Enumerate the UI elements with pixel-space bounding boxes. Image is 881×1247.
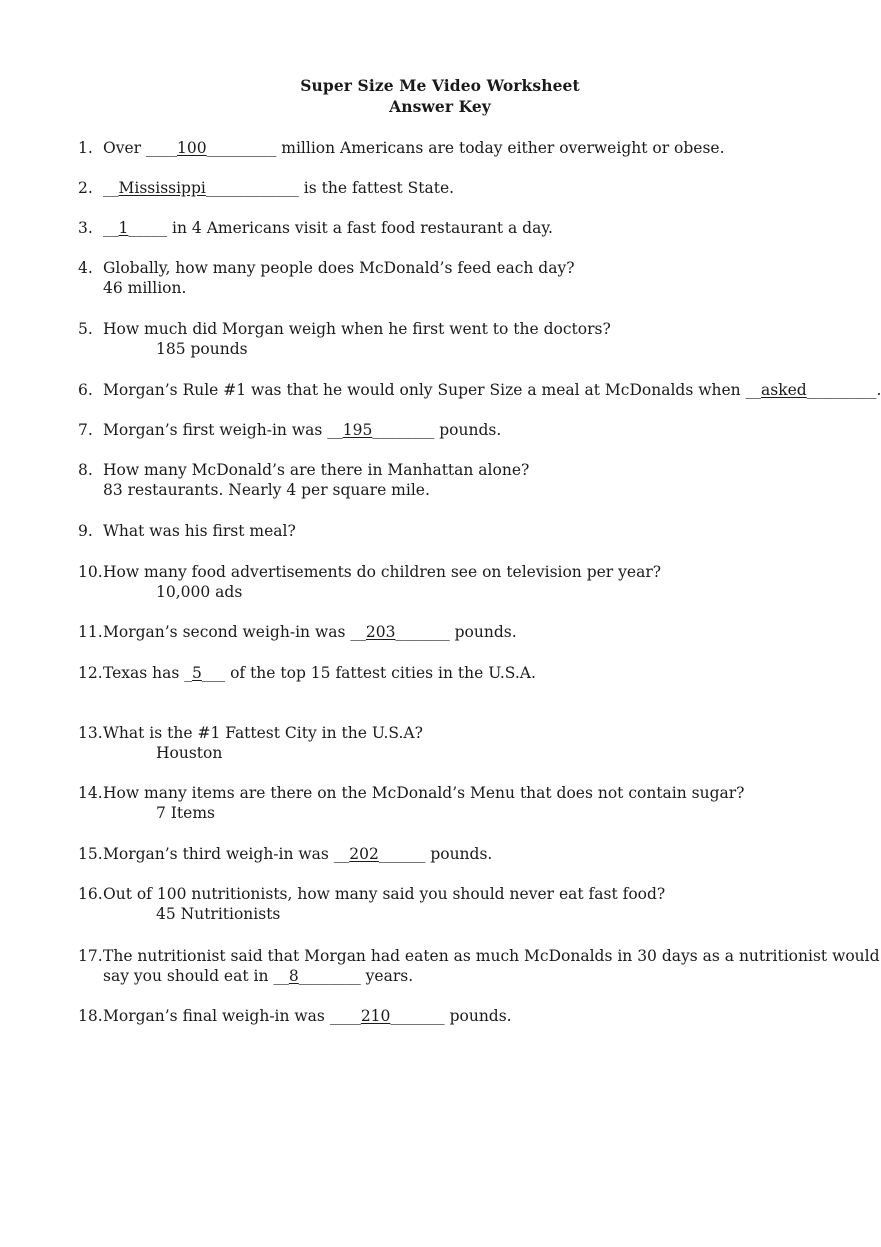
question-text: [103, 178, 454, 198]
question-text: [103, 663, 536, 683]
blank-line: ________: [298, 967, 361, 985]
blank-line: _____: [128, 219, 168, 237]
blank-line: ________: [372, 421, 435, 439]
question-text: What is the #1 Fattest City in the U.S.A?: [103, 724, 423, 742]
question-number: 10.: [78, 563, 103, 581]
question-text: [103, 844, 492, 864]
fill-in-answer: 100: [176, 139, 207, 157]
fill-in-answer: 5: [192, 664, 202, 682]
blank-line: __: [333, 845, 350, 863]
question-prefix: Morgan’s Rule #1 was that he would only Super Size a meal at McDonalds when: [103, 381, 746, 399]
question-suffix: pounds.: [444, 1007, 512, 1025]
blank-line: ____________: [205, 179, 299, 197]
question-text: How many McDonald’s are there in Manhattan alone?: [103, 461, 530, 479]
question-suffix: in 4 Americans visit a fast food restaurant a day.: [167, 219, 553, 237]
question-number: 8.: [78, 461, 93, 479]
question-suffix: is the fattest State.: [298, 179, 455, 197]
question-number: 9.: [78, 522, 93, 540]
blank-line: _______: [395, 623, 450, 641]
question-prefix: Over: [103, 139, 146, 157]
question-suffix: pounds.: [449, 623, 517, 641]
question-prefix: Texas has: [103, 664, 185, 682]
page-subtitle: Answer Key: [389, 97, 491, 116]
blank-line: __: [273, 967, 289, 985]
blank-line: ___: [201, 664, 226, 682]
question-text: The nutritionist said that Morgan had eaten as much McDonalds in 30 days as a nutritionist would: [103, 947, 880, 965]
question-prefix: say you should eat in: [103, 967, 274, 985]
blank-line: __: [350, 623, 366, 641]
question-number: 2.: [78, 179, 93, 197]
question-prefix: Morgan’s first weigh-in was: [103, 421, 328, 439]
question-number: 7.: [78, 421, 93, 439]
answer-text: Houston: [156, 744, 223, 762]
question-number: 16.: [78, 885, 103, 903]
question-number: 1.: [78, 139, 93, 157]
fill-in-answer: 1: [118, 219, 129, 237]
answer-text: 45 Nutritionists: [156, 905, 281, 923]
blank-line: ______: [378, 845, 426, 863]
blank-line: _________: [206, 139, 277, 157]
question-text: Out of 100 nutritionists, how many said you should never eat fast food?: [103, 885, 666, 903]
question-number: 6.: [78, 381, 93, 399]
fill-in-answer: 203: [365, 623, 396, 641]
question-text: How much did Morgan weigh when he first went to the doctors?: [103, 320, 611, 338]
question-text: How many food advertisements do children see on television per year?: [103, 563, 662, 581]
question-number: 11.: [78, 623, 103, 641]
question-text: [103, 138, 725, 158]
question-prefix: Morgan’s final weigh-in was: [103, 1007, 330, 1025]
fill-in-answer: 202: [349, 845, 379, 863]
fill-in-answer: Mississippi: [118, 179, 206, 197]
question-text: What was his first meal?: [103, 522, 296, 540]
question-text: [103, 420, 501, 440]
blank-line: __: [103, 219, 119, 237]
question-number: 4.: [78, 259, 93, 277]
question-text: [103, 218, 553, 238]
answer-text: 7 Items: [156, 804, 215, 822]
question-number: 13.: [78, 724, 103, 742]
blank-line: _______: [390, 1007, 445, 1025]
question-prefix: Morgan’s third weigh-in was: [103, 845, 334, 863]
question-text: [103, 622, 517, 642]
blank-line: ____: [329, 1007, 361, 1025]
fill-in-answer: asked: [761, 381, 807, 399]
question-suffix: of the top 15 fattest cities in the U.S.A.: [225, 664, 536, 682]
answer-text: 185 pounds: [156, 340, 248, 358]
question-suffix: years.: [360, 967, 414, 985]
question-suffix: pounds.: [434, 421, 502, 439]
question-suffix: million Americans are today either overweight or obese.: [276, 139, 725, 157]
question-text-line-2: [103, 966, 413, 986]
fill-in-answer: 210: [360, 1007, 391, 1025]
page-title: Super Size Me Video Worksheet: [300, 76, 580, 95]
question-number: 3.: [78, 219, 93, 237]
answer-text: 46 million.: [103, 279, 187, 297]
answer-text: 10,000 ads: [156, 583, 243, 601]
fill-in-answer: 195: [342, 421, 373, 439]
blank-line: __: [103, 179, 119, 197]
question-prefix: Morgan’s second weigh-in was: [103, 623, 351, 641]
question-number: 12.: [78, 664, 103, 682]
blank-line: ____: [145, 139, 177, 157]
question-number: 15.: [78, 845, 103, 863]
fill-in-answer: 8: [288, 967, 299, 985]
blank-line: __: [745, 381, 762, 399]
blank-line: _: [184, 664, 193, 682]
blank-line: __: [327, 421, 343, 439]
question-number: 18.: [78, 1007, 103, 1025]
question-text: How many items are there on the McDonald’s Menu that does not contain sugar?: [103, 784, 745, 802]
question-number: 14.: [78, 784, 103, 802]
question-text: Globally, how many people does McDonald’s feed each day?: [103, 259, 575, 277]
question-suffix: pounds.: [425, 845, 493, 863]
blank-line: ________: [806, 381, 869, 399]
answer-text: 83 restaurants. Nearly 4 per square mile.: [103, 481, 430, 499]
question-text: [103, 1006, 512, 1026]
question-number: 5.: [78, 320, 93, 338]
question-suffix: _.: [868, 381, 881, 399]
question-number: 17.: [78, 947, 103, 965]
question-text: [103, 380, 881, 400]
